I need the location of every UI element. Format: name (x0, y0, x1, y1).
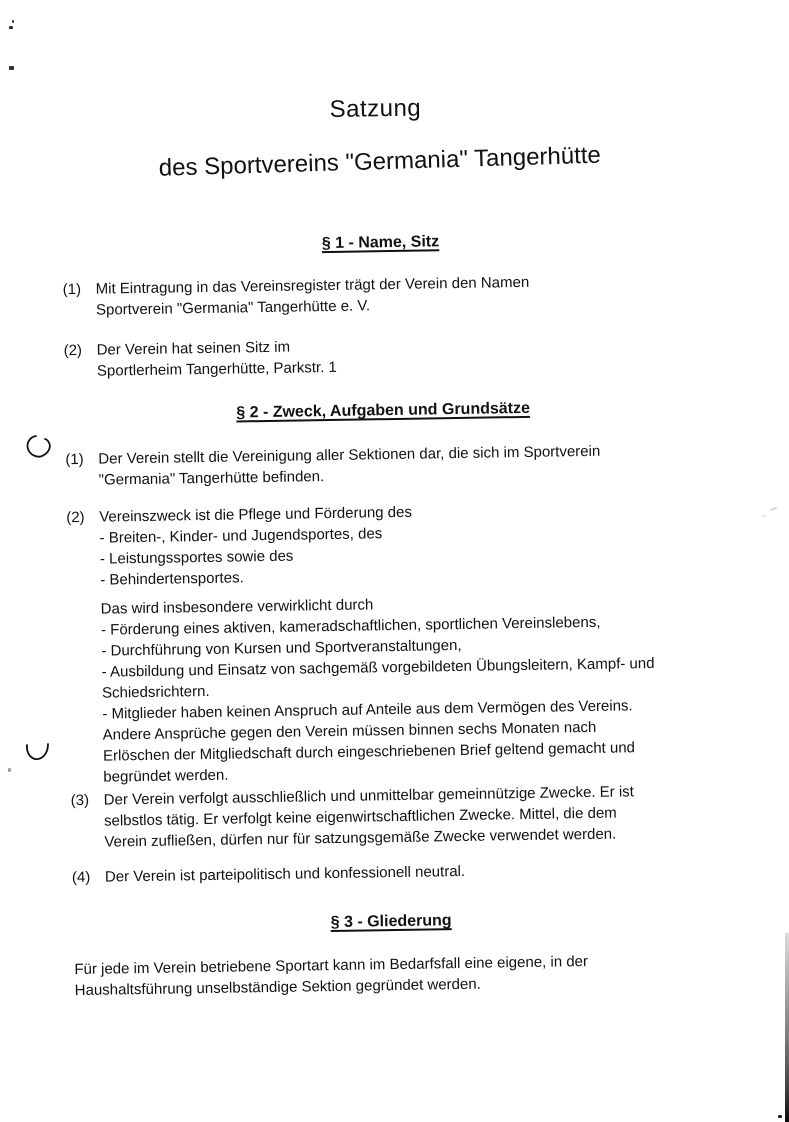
text-line: - Leistungssportes sowie des (99, 547, 294, 568)
item-text (96, 268, 746, 320)
text-line: Der Verein stellt die Vereinigung aller Sektionen dar, die sich im Sportverein (98, 442, 601, 468)
section-2-item-2 (66, 496, 749, 591)
text-line: "Germania" Tangerhütte befinden. (98, 468, 325, 489)
text-line: - Mitglieder haben keinen Anspruch auf Anteile aus dem Vermögen des Vereins. (102, 697, 633, 723)
item-number: (2) (66, 508, 85, 527)
text-line: Erlöschen der Mitgliedschaft durch eingeschriebenen Brief geltend gemacht und (102, 739, 636, 765)
text-line: Sportlerheim Tangerhütte, Parkstr. 1 (96, 358, 337, 380)
text-line: Verein zufließen, dürfen nur für satzungsgemäße Zwecke verwendet werden. (104, 825, 617, 851)
section-2-heading-text: § 2 - Zweck, Aufgaben und Grundsätze (236, 399, 531, 422)
document-title: Satzung (329, 94, 422, 123)
section-2-item-2-continuation (101, 588, 753, 787)
text-line: Haushaltsführung unselbständige Sektion gegründet werden. (74, 975, 481, 1000)
text-line: Für jede im Verein betriebene Sportart kann im Bedarfsfall eine eigene, in der (74, 953, 589, 979)
text-line: Der Verein ist parteipolitisch und konfessionell neutral. (104, 862, 466, 886)
item-number: (2) (63, 341, 83, 360)
item-text (104, 779, 754, 852)
text-line: Das wird insbesondere verwirklicht durch (100, 596, 374, 618)
item-number: (3) (70, 791, 90, 810)
document-subtitle (0, 142, 783, 182)
text-line: begründet werden. (103, 766, 229, 786)
section-1-item-2 (63, 329, 746, 382)
item-number: (1) (65, 450, 84, 469)
text-line: Der Verein verfolgt ausschließlich und unmittelbar gemeinnützige Zwecke. Er ist (103, 783, 635, 809)
section-1-heading-text: § 1 - Name, Sitz (321, 233, 440, 253)
text-line: - Behindertensportes. (100, 569, 244, 589)
section-2-item-3 (71, 779, 754, 853)
text-line: - Breiten-, Kinder- und Jugendsportes, des (99, 525, 383, 547)
text-line: - Förderung eines aktiven, kameradschaftlichen, sportlichen Vereinslebens, (100, 613, 601, 639)
text-line: Mit Eintragung in das Vereinsregister trägt der Verein den Namen (95, 273, 530, 298)
section-2-item-4 (72, 856, 754, 888)
document-subtitle-text: des Sportvereins "Germania" Tangerhütte (158, 141, 602, 182)
text-line: Andere Ansprüche gegen den Verein müssen binnen sechs Monaten nach (102, 718, 597, 744)
section-2-heading (0, 396, 787, 426)
item-number: (4) (71, 868, 91, 887)
section-2-item-1 (65, 438, 748, 491)
text-line: - Durchführung von Kursen und Sportveranstaltungen, (101, 636, 462, 660)
section-1-heading (0, 228, 784, 258)
section-3-paragraph (74, 948, 756, 1001)
item-text (98, 438, 748, 490)
section-3-heading-text: § 3 - Gliederung (330, 912, 452, 932)
text-line: Der Verein hat seinen Sitz im (96, 338, 291, 359)
section-3-heading (6, 907, 789, 937)
item-text (96, 329, 746, 381)
text-line: - Ausbildung und Einsatz von sachgemäß vorgebildeten Übungsleitern, Kampf- und (101, 654, 655, 681)
text-line: Vereinszweck ist die Pflege und Förderung des (99, 503, 413, 526)
item-text (105, 856, 754, 887)
item-number: (1) (62, 280, 82, 299)
text-line: Sportverein "Germania" Tangerhütte e. V. (95, 297, 371, 319)
text-line: Schiedsrichtern. (101, 682, 210, 702)
item-text (99, 496, 749, 590)
section-1-item-1 (63, 268, 746, 321)
text-line: selbstlos tätig. Er verfolgt keine eigenwirtschaftlichen Zwecke. Mittel, die dem (103, 804, 617, 830)
